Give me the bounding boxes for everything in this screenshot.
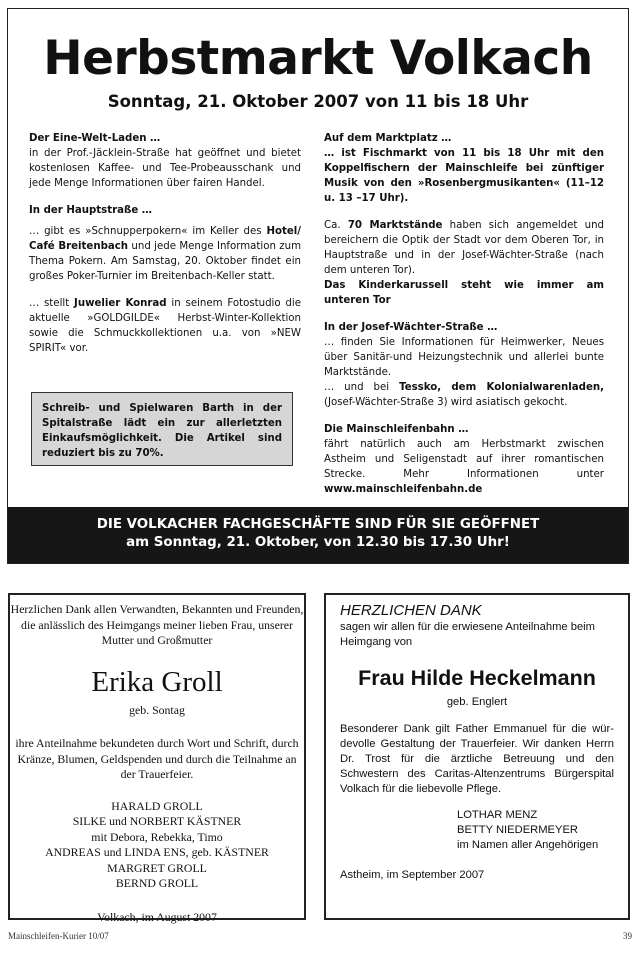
mainschleifenbahn-text: fährt natürlich auch am Herbstmarkt zwischen Astheim und Seligenstadt auf ihrer romantischen Strecke. Mehr Informationen unter www.mainschleifenbahn.de xyxy=(324,439,604,495)
heckelmann-born: geb. Englert xyxy=(446,696,508,708)
ad-title: Herbstmarkt Volkach xyxy=(43,31,593,86)
signature-line: im Namen aller Angehörigen xyxy=(457,839,599,851)
barth-notice-box xyxy=(31,392,293,466)
heckelmann-name: Frau Hilde Heckelmann xyxy=(358,666,596,690)
herbstmarkt-ad xyxy=(7,8,629,564)
page-footer xyxy=(8,930,632,942)
hauptstrasse-text-2: … stellt Juwelier Konrad in seinem Fotostudio die aktuelle »GOLDGILDE« Herbst-Winter-Kollektion sowie die Schmuckkollektionen u.a. von »NEW SPIRIT« vor. xyxy=(29,298,301,354)
josef-waechter-text-1: … finden Sie Informationen für Heimwerker, Neues über Sanitär-und Heizungstechnik und allerlei bunte Marktstände. xyxy=(324,337,604,378)
eine-welt-heading: Der Eine-Welt-Laden … xyxy=(29,133,161,144)
groll-families xyxy=(10,799,304,892)
banner-line-1: DIE VOLKACHER FACHGESCHÄFTE SIND FÜR SIE GEÖFFNET xyxy=(96,517,540,532)
right-column xyxy=(324,131,604,497)
family-line: SILKE und NORBERT KÄSTNER xyxy=(72,814,242,828)
josef-waechter-text-2: … und bei Tessko, dem Kolonialwarenladen, (Josef-Wächter-Straße 3) wird asiatisch gekocht. xyxy=(324,382,604,408)
groll-body: ihre Anteilnahme bekundeten durch Wort und Schrift, durch Kränze, Blumen, Geldspenden und durch die Teilnahme an der Trauerfeier. xyxy=(15,736,299,781)
mainschleifenbahn-heading: Die Mainschleifenbahn … xyxy=(324,424,469,435)
signature-line: LOTHAR MENZ xyxy=(457,809,538,821)
marktplatz-heading: Auf dem Marktplatz … xyxy=(324,133,452,144)
family-line: ANDREAS und LINDA ENS, geb. KÄSTNER xyxy=(45,845,269,859)
signature-line: BETTY NIEDERMEYER xyxy=(457,824,579,836)
josef-waechter-heading: In der Josef-Wächter-Straße … xyxy=(324,322,498,333)
groll-born: geb. Sontag xyxy=(129,702,185,717)
family-line: MARGRET GROLL xyxy=(107,860,207,875)
left-column xyxy=(29,131,301,356)
condolence-heckelmann xyxy=(324,593,630,920)
groll-place-date: Volkach, im August 2007 xyxy=(97,909,217,924)
family-line: HARALD GROLL xyxy=(111,798,203,813)
ad-subtitle: Sonntag, 21. Oktober 2007 von 11 bis 18 Uhr xyxy=(107,92,529,111)
heckelmann-signatures xyxy=(457,808,614,853)
barth-notice-text: Schreib- und Spielwaren Barth in der Spitalstraße lädt ein zur allerletzten Einkaufsmöglichkeit. Die Artikel sind reduziert bis zu 70%. xyxy=(42,403,282,459)
kinderkarussell-text: Das Kinderkarussell steht wie immer am unteren Tor xyxy=(324,280,604,306)
heckelmann-thanks: HERZLICHEN DANK xyxy=(340,602,482,619)
marktstaende-text: Ca. 70 Marktstände haben sich angemeldet und bereichern die Optik der Stadt vor dem Oberen Tor, in Hauptstraße und in der Josef-Wächter-Straße (nach dem unteren Tor). xyxy=(324,220,604,276)
condolence-groll xyxy=(8,593,306,924)
fischmarkt-text: … ist Fischmarkt von 11 bis 18 Uhr mit den Koppelfischern der Mainschleife bei zünftiger Musik von den »Rosenbergmusikanten« (11–12 u. 13 –17 Uhr). xyxy=(324,148,604,204)
groll-intro: Herzlichen Dank allen Verwandten, Bekannten und Freunden, die anlässlich des Heimgangs meiner lieben Frau, unserer Mutter und Großmutter xyxy=(10,602,304,647)
hauptstrasse-text-1: … gibt es »Schnupperpokern« im Keller des Hotel/ Café Breitenbach und jede Menge Information zum Thema Pokern. Am Samstag, 20. Oktober findet ein großes Poker-Turnier im Breitenbach-Keller statt. xyxy=(29,226,301,282)
family-line: mit Debora, Rebekka, Timo xyxy=(91,829,223,844)
groll-name: Erika Groll xyxy=(91,665,223,698)
heckelmann-place-date: Astheim, im September 2007 xyxy=(340,869,485,881)
hauptstrasse-heading: In der Hauptstraße … xyxy=(29,205,152,216)
publication-name: Mainschleifen-Kurier 10/07 xyxy=(8,931,109,941)
heckelmann-intro: sagen wir allen für die erwiesene Anteilnahme beim Heimgang von xyxy=(340,621,595,648)
family-line: BERND GROLL xyxy=(115,876,199,890)
mainschleifenbahn-url: www.mainschleifenbahn.de xyxy=(324,484,483,495)
heckelmann-body: Besonderer Dank gilt Father Emmanuel für die würdevolle Gestaltung der Trauerfeier. Wir danken Herrn Dr. Trost für die ärztliche Betreuung und den Schwestern des Caritas-Altenzentrums Bürgerspital Volkach für die liebevolle Pflege. xyxy=(340,723,614,795)
opening-banner xyxy=(8,507,628,563)
banner-line-2: am Sonntag, 21. Oktober, von 12.30 bis 17.30 Uhr! xyxy=(126,535,510,550)
eine-welt-text: in der Prof.-Jäcklein-Straße hat geöffnet und bietet kostenlosen Kaffee- und Tee-Probeausschank und jede Menge Informationen über fairen Handel. xyxy=(29,148,301,189)
page-number: 39 xyxy=(623,931,632,941)
